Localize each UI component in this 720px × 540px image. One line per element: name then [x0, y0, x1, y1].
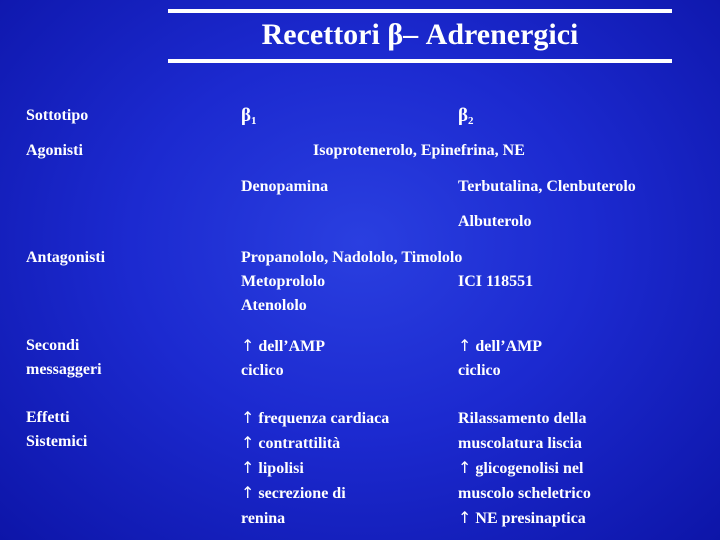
up-arrow-icon: ↑	[241, 433, 255, 452]
effect-text: secrezione di	[254, 485, 346, 502]
effect-text: Rilassamento della	[458, 410, 587, 427]
effect-text: contrattilità	[254, 435, 341, 452]
label-systemic-effects: Effetti Sistemici	[26, 409, 88, 450]
second-messengers-beta1	[241, 334, 325, 383]
antagonists-beta1: Metoprololo Atenololo	[241, 273, 326, 314]
up-arrow-icon: ↑	[241, 483, 255, 502]
effect-text: lipolisi	[254, 460, 304, 477]
effect-text: NE presinaptica	[471, 510, 586, 527]
up-arrow-icon: ↑	[458, 336, 472, 355]
effect-line	[458, 456, 591, 481]
effect-line	[241, 481, 389, 506]
up-arrow-icon: ↑	[241, 408, 255, 427]
antagonists-shared: Propanololo, Nadololo, Timololo	[241, 249, 463, 266]
label-subtype: Sottotipo	[26, 107, 89, 124]
subtype-beta2	[458, 104, 474, 133]
title-suffix: – Adrenergici	[403, 18, 579, 51]
antagonists-beta2: ICI 118551	[458, 273, 534, 290]
beta1-symbol: β	[241, 105, 252, 126]
title-rule-top	[168, 9, 672, 13]
up-arrow-icon: ↑	[241, 336, 255, 355]
effect-line	[241, 431, 389, 456]
effect-text: glicogenolisi nel	[471, 460, 584, 477]
up-arrow-icon: ↑	[458, 508, 472, 527]
effect-line	[241, 456, 389, 481]
systemic-effects-beta2	[458, 406, 591, 531]
label-agonists: Agonisti	[26, 142, 83, 159]
effect-text: renina	[241, 510, 286, 527]
label-antagonists: Antagonisti	[26, 249, 106, 266]
effect-text: frequenza cardiaca	[254, 410, 390, 427]
second-messengers-beta2	[458, 334, 542, 383]
effect-line	[241, 406, 389, 431]
title-rule-bottom	[168, 59, 672, 63]
agonists-beta1: Denopamina	[241, 178, 329, 195]
subtype-beta1	[241, 104, 257, 133]
agonists-beta2-line2: Albuterolo	[458, 213, 532, 230]
effect-line	[241, 506, 389, 531]
agonists-beta2-line1: Terbutalina, Clenbuterolo	[458, 178, 636, 195]
effect-line	[458, 506, 591, 531]
second-messengers-beta2-text: dell’AMP ciclico	[458, 338, 543, 379]
label-second-messengers: Secondi messaggeri	[26, 337, 102, 378]
second-messengers-beta1-text: dell’AMP ciclico	[241, 338, 326, 379]
effect-line	[458, 406, 591, 431]
up-arrow-icon: ↑	[458, 458, 472, 477]
title-prefix: Recettori	[261, 18, 388, 51]
beta2-subscript: 2	[468, 115, 474, 127]
title-beta-symbol: β	[387, 18, 404, 51]
effect-line	[458, 481, 591, 506]
systemic-effects-beta1	[241, 406, 389, 531]
effect-line	[458, 431, 591, 456]
beta2-symbol: β	[458, 105, 469, 126]
slide-title	[168, 18, 672, 52]
agonists-shared: Isoprotenerolo, Epinefrina, NE	[313, 142, 525, 159]
beta1-subscript: 1	[251, 115, 257, 127]
up-arrow-icon: ↑	[241, 458, 255, 477]
effect-text: muscolo scheletrico	[458, 485, 591, 502]
effect-text: muscolatura liscia	[458, 435, 582, 452]
